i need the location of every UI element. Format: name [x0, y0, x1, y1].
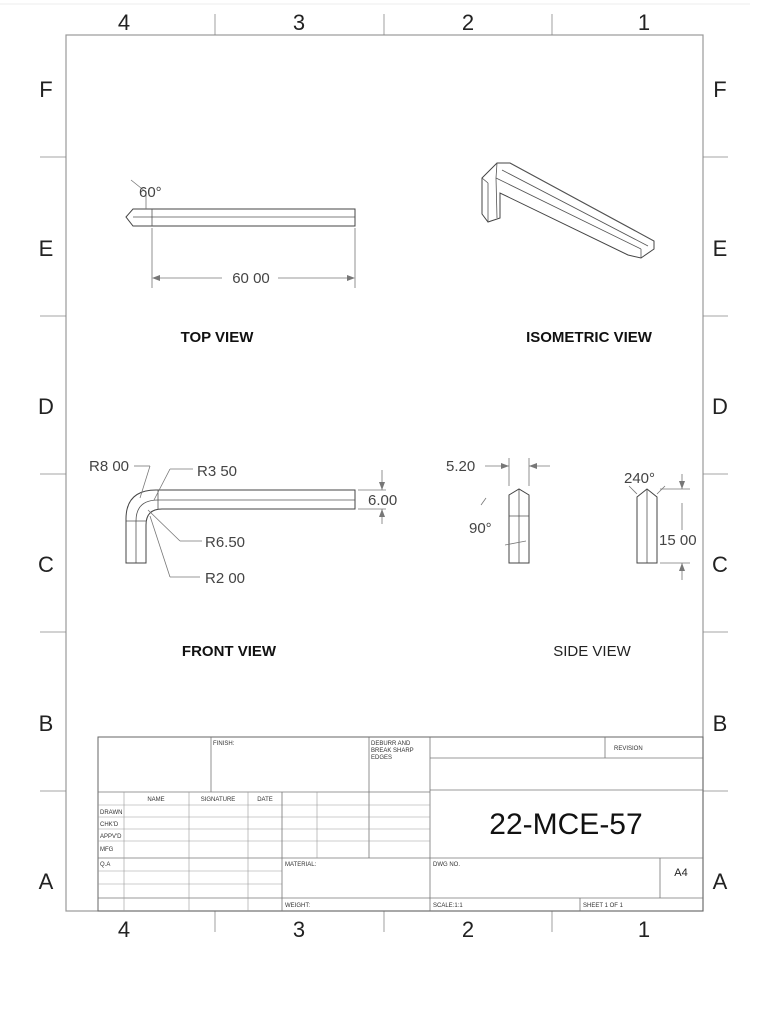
zone-col-3-bottom: 3	[292, 917, 306, 942]
side-width-dimension: 5.20	[446, 458, 476, 475]
front-view-label: FRONT VIEW	[181, 643, 277, 660]
role-drawn: DRAWN	[100, 810, 123, 816]
zone-row-b-right: B	[712, 711, 728, 736]
role-qa: Q.A	[100, 862, 111, 868]
zone-row-a-right: A	[712, 869, 728, 894]
zone-row-e-left: E	[38, 236, 54, 261]
front-r2-dimension: R2 00	[205, 570, 246, 587]
material-label: MATERIAL:	[285, 862, 317, 868]
isometric-view-label: ISOMETRIC VIEW	[526, 329, 652, 346]
sheet-size: A4	[674, 867, 688, 879]
front-r65-dimension: R6.50	[205, 534, 246, 551]
side-view-label: SIDE VIEW	[553, 643, 631, 660]
side-height-dimension: 15 00	[659, 532, 697, 549]
role-checked: CHK'D	[100, 822, 119, 828]
front-view-drawing	[126, 466, 386, 577]
top-angle-dimension: 60°	[139, 184, 162, 201]
header-signature: SIGNATURE	[200, 797, 236, 803]
zone-row-e-right: E	[712, 236, 728, 261]
isometric-view-drawing	[482, 163, 654, 258]
zone-col-3-top: 3	[292, 10, 306, 35]
zone-col-2-top: 2	[461, 10, 475, 35]
zone-row-c-right: C	[712, 552, 728, 577]
zone-row-d-right: D	[712, 394, 728, 419]
zone-col-4-top: 4	[117, 10, 131, 35]
zone-row-c-left: C	[38, 552, 54, 577]
top-view-label: TOP VIEW	[180, 329, 254, 346]
finish-label: FINISH:	[213, 741, 235, 747]
role-approved: APPV'D	[100, 834, 122, 840]
front-r35-dimension: R3 50	[197, 463, 238, 480]
side-view-left-drawing	[481, 458, 550, 563]
header-name: NAME	[147, 797, 165, 803]
dwg-no-label: DWG NO.	[433, 862, 460, 868]
zone-col-1-bottom: 1	[637, 917, 651, 942]
zone-row-f-left: F	[39, 77, 53, 102]
zone-row-d-left: D	[38, 394, 54, 419]
weight-label: WEIGHT:	[285, 903, 310, 909]
zone-row-a-left: A	[38, 869, 54, 894]
zone-row-f-right: F	[713, 77, 727, 102]
zone-col-1-top: 1	[637, 10, 651, 35]
role-mfg: MFG	[100, 847, 114, 853]
zone-col-2-bottom: 2	[461, 917, 475, 942]
drawing-number: 22-MCE-57	[489, 808, 643, 841]
header-date: DATE	[257, 797, 273, 803]
deburr-line-3: EDGES	[371, 755, 393, 761]
top-length-dimension: 60 00	[232, 270, 270, 287]
sheet-label: SHEET 1 OF 1	[583, 903, 623, 909]
scale-label: SCALE:1:1	[433, 903, 463, 909]
drawing-frame	[66, 35, 703, 911]
zone-col-4-bottom: 4	[117, 917, 131, 942]
revision-label: REVISION	[614, 746, 643, 752]
front-r8-dimension: R8 00	[89, 458, 130, 475]
side-angle2-dimension: 240°	[624, 470, 656, 487]
deburr-line-1: DEBURR AND	[371, 741, 411, 747]
side-view-right-drawing	[629, 474, 690, 580]
zone-row-b-left: B	[38, 711, 54, 736]
deburr-line-2: BREAK SHARP	[371, 748, 414, 754]
front-height-dimension: 6.00	[368, 492, 398, 509]
side-angle-dimension: 90°	[469, 520, 492, 537]
